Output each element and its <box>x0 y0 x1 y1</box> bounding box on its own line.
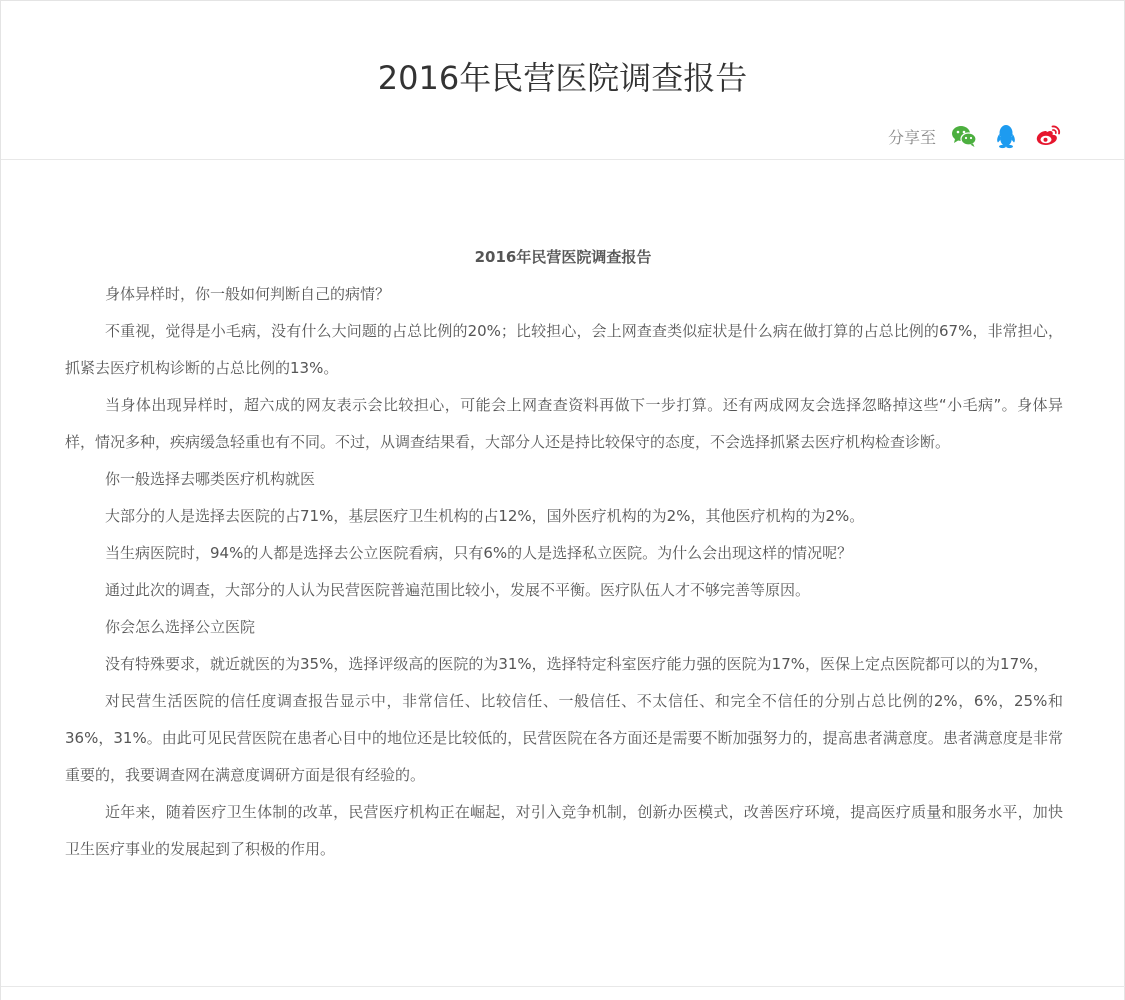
paragraph: 当身体出现异样时，超六成的网友表示会比较担心，可能会上网查查资料再做下一步打算。还有两成网友会选择忽略掉这些“小毛病”。身体异样，情况多种，疾病缓急轻重也有不同。不过，从调查结果看，大部分人还是持比较保守的态度，不会选择抓紧去医疗机构检查诊断。 <box>65 396 1063 451</box>
article-body <box>65 239 1063 868</box>
page-title: 2016年民营医院调查报告 <box>377 59 748 97</box>
paragraph: 没有特殊要求，就近就医的为35%，选择评级高的医院的为31%，选择特定科室医疗能力强的医院为17%，医保上定点医院都可以的为17%， <box>105 655 1049 673</box>
paragraph: 近年来，随着医疗卫生体制的改革，民营医疗机构正在崛起，对引入竞争机制，创新办医模式，改善医疗环境，提高医疗质量和服务水平，加快卫生医疗事业的发展起到了积极的作用。 <box>65 803 1063 858</box>
wechat-icon[interactable] <box>950 122 978 150</box>
paragraph: 通过此次的调查，大部分的人认为民营医院普遍范围比较小，发展不平衡。医疗队伍人才不够完善等原因。 <box>105 581 811 599</box>
paragraph: 你会怎么选择公立医院 <box>105 618 256 636</box>
paragraph: 不重视，觉得是小毛病，没有什么大问题的占总比例的20%；比较担心，会上网查查类似症状是什么病在做打算的占总比例的67%，非常担心，抓紧去医疗机构诊断的占总比例的13%。 <box>65 322 1063 377</box>
share-label: 分享至 <box>887 127 936 147</box>
article-title: 2016年民营医院调查报告 <box>474 248 652 266</box>
paragraph: 你一般选择去哪类医疗机构就医 <box>105 470 316 488</box>
page-header <box>1 1 1124 160</box>
share-bar <box>888 122 1062 150</box>
paragraph: 当生病医院时，94%的人都是选择去公立医院看病，只有6%的人是选择私立医院。为什么会出现这样的情况呢？ <box>105 544 853 562</box>
bottom-divider <box>1 986 1125 987</box>
paragraph: 身体异样时，你一般如何判断自己的病情？ <box>105 285 391 303</box>
weibo-icon[interactable] <box>1034 122 1062 150</box>
paragraph: 对民营生活医院的信任度调查报告显示中，非常信任、比较信任、一般信任、不太信任、和完全不信任的分别占总比例的2%，6%，25%和36%，31%。由此可见民营医院在患者心目中的地位还是比较低的，民营医院在各方面还是需要不断加强努力的，提高患者满意度。患者满意度是非常重要的，我要调查网在满意度调研方面是很有经验的。 <box>65 692 1063 784</box>
paragraph: 大部分的人是选择去医院的占71%，基层医疗卫生机构的占12%，国外医疗机构的为2%，其他医疗机构的为2%。 <box>105 507 865 525</box>
qq-icon[interactable] <box>992 122 1020 150</box>
